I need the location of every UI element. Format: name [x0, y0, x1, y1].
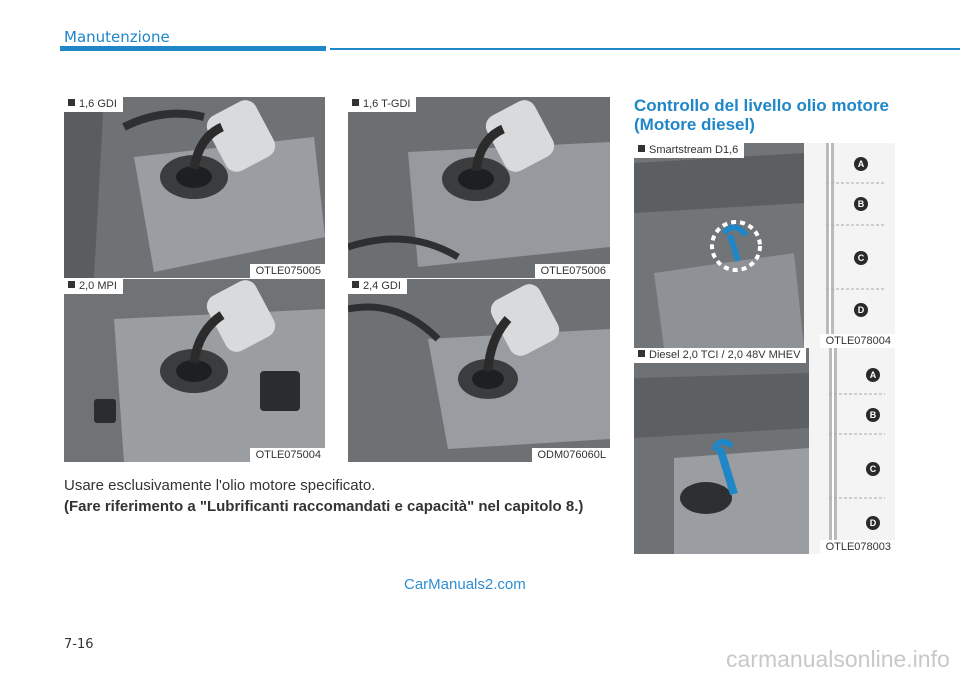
image-code: OTLE078003: [820, 540, 895, 554]
square-bullet-icon: [68, 99, 75, 106]
level-marker-a: A: [854, 157, 868, 171]
square-bullet-icon: [638, 350, 645, 357]
image-code: ODM076060L: [532, 448, 611, 462]
body-text: Usare esclusivamente l'olio motore specificato.: [64, 477, 376, 494]
level-marker-c: C: [854, 251, 868, 265]
engine-illustration: [348, 279, 610, 462]
engine-photo-1-6-gdi: [64, 97, 325, 278]
engine-tag: 1,6 GDI: [64, 97, 123, 112]
dipstick-illustration: [809, 348, 895, 554]
level-marker-b: B: [866, 408, 880, 422]
header-rule-thick: [60, 46, 326, 51]
image-code: OTLE075004: [250, 448, 325, 462]
square-bullet-icon: [352, 281, 359, 288]
dipstick-scale: [809, 348, 895, 554]
engine-photo-1-6-t-gdi: [348, 97, 610, 278]
image-code: OTLE075006: [535, 264, 610, 278]
engine-photo-2-4-gdi: [348, 279, 610, 462]
level-marker-d: D: [866, 516, 880, 530]
engine-illustration: [348, 97, 610, 278]
level-marker-a: A: [866, 368, 880, 382]
engine-tag: 2,0 MPI: [64, 279, 123, 294]
engine-illustration: [64, 279, 325, 462]
footer-watermark: carmanualsonline.info: [726, 646, 950, 672]
engine-tag: Diesel 2,0 TCI / 2,0 48V MHEV: [634, 348, 806, 363]
level-marker-c: C: [866, 462, 880, 476]
engine-tag: 2,4 GDI: [348, 279, 407, 294]
engine-tag: 1,6 T-GDI: [348, 97, 416, 112]
reference-note: (Fare riferimento a "Lubrificanti raccomandati e capacità" nel capitolo 8.): [64, 498, 584, 515]
level-marker-d: D: [854, 303, 868, 317]
level-marker-b: B: [854, 197, 868, 211]
image-code: OTLE078004: [820, 334, 895, 348]
diesel-photo-2-0-tci: [634, 348, 895, 554]
diesel-section-title: Controllo del livello olio motore (Motore diesel): [634, 96, 890, 134]
square-bullet-icon: [352, 99, 359, 106]
watermark-link[interactable]: CarManuals2.com: [404, 576, 526, 593]
square-bullet-icon: [68, 281, 75, 288]
page-number: 7-16: [64, 637, 94, 652]
dipstick-scale: [804, 143, 895, 348]
engine-photo-2-0-mpi: [64, 279, 325, 462]
dipstick-illustration: [804, 143, 895, 348]
engine-illustration: [64, 97, 325, 278]
image-code: OTLE075005: [250, 264, 325, 278]
header-rule-thin: [330, 48, 960, 50]
square-bullet-icon: [638, 145, 645, 152]
engine-tag: Smartstream D1,6: [634, 143, 744, 158]
section-title: Manutenzione: [64, 28, 170, 46]
diesel-photo-smartstream: [634, 143, 895, 348]
